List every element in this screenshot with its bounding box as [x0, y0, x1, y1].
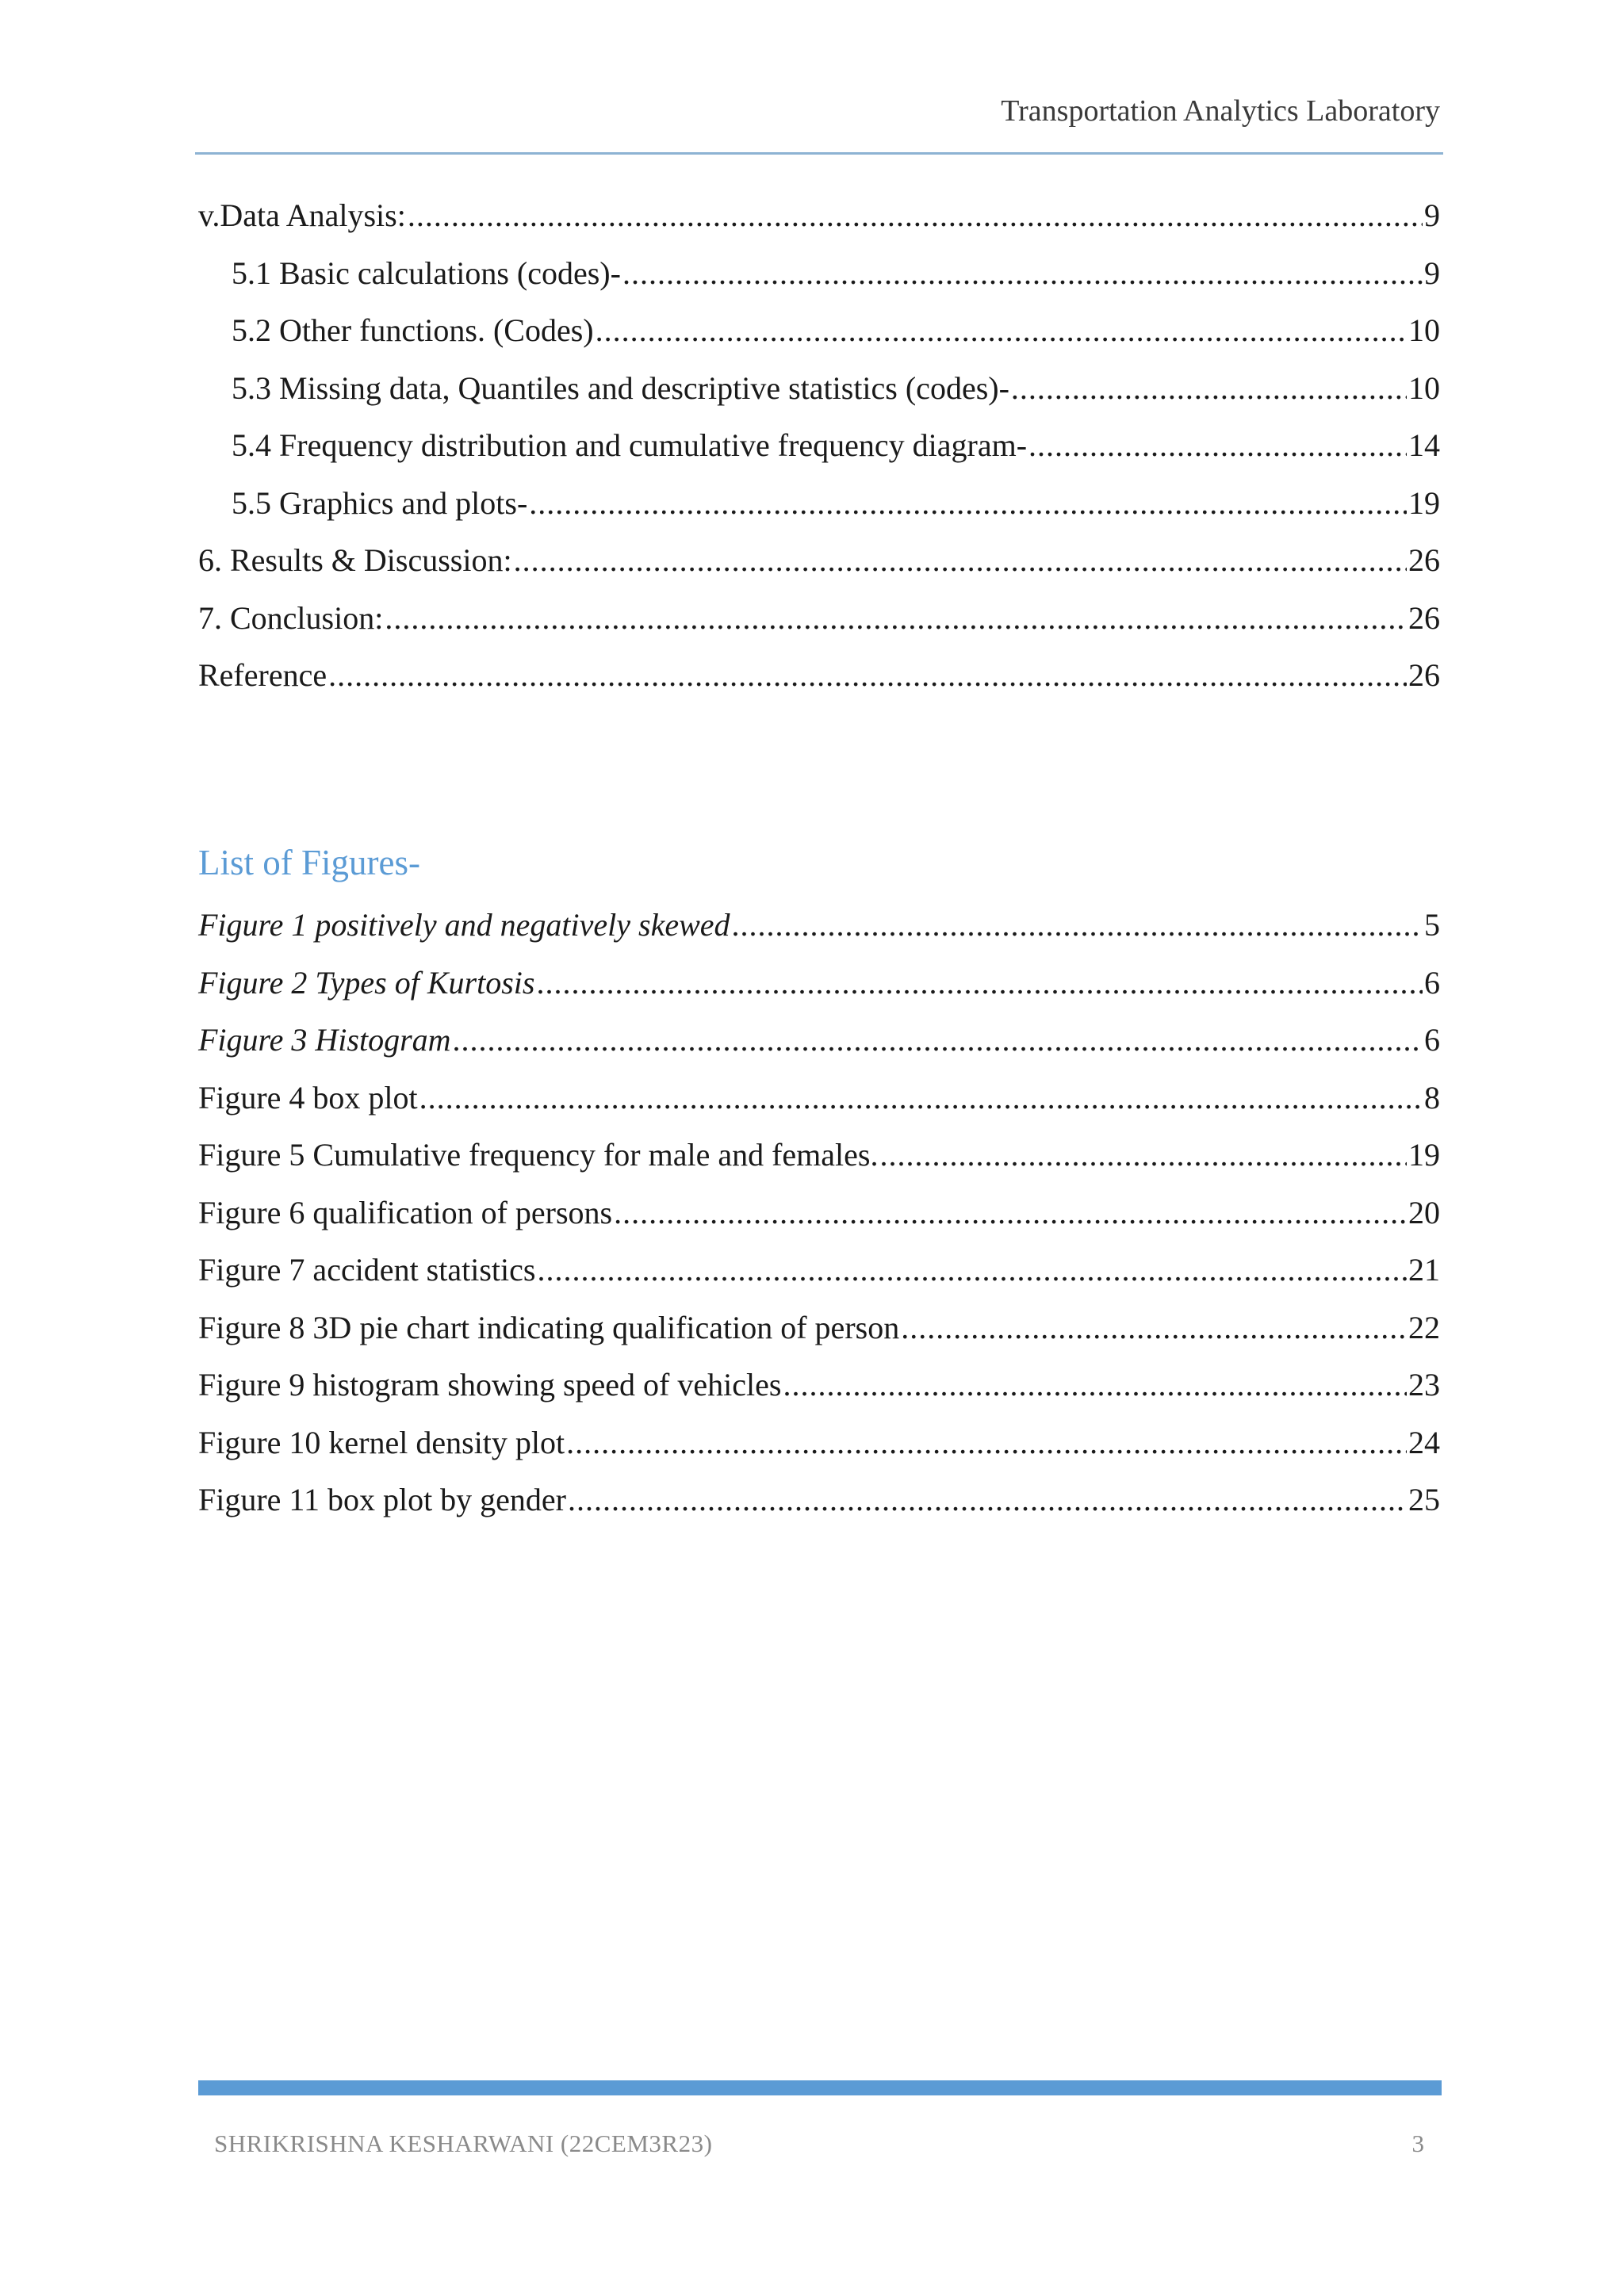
toc-entry-title: 6. Results & Discussion:	[198, 542, 512, 578]
dot-leader	[732, 906, 1423, 943]
dot-leader	[419, 1079, 1423, 1116]
figure-entry-page: 6	[1424, 964, 1440, 1001]
figure-entry-9[interactable]	[198, 1366, 1440, 1424]
dot-leader	[783, 1366, 1407, 1403]
dot-leader	[1028, 427, 1407, 464]
toc-entry-page: 26	[1408, 542, 1440, 578]
dot-leader	[328, 656, 1407, 694]
dot-leader	[536, 964, 1423, 1001]
toc-entry-other-functions[interactable]	[198, 312, 1440, 369]
figure-entry-5[interactable]	[198, 1136, 1440, 1194]
footer-page-number: 3	[1411, 2130, 1424, 2157]
dot-leader	[408, 197, 1423, 234]
dot-leader	[596, 312, 1407, 349]
toc-entry-title: Data Analysis:	[220, 197, 406, 233]
figure-entry-page: 21	[1408, 1252, 1440, 1288]
figure-entry-3[interactable]	[198, 1021, 1440, 1079]
toc-entry-page: 19	[1408, 484, 1440, 521]
dot-leader	[901, 1309, 1407, 1346]
toc-entry-page: 9	[1424, 254, 1440, 291]
toc-entry-number: v.	[198, 197, 220, 233]
figure-entry-6[interactable]	[198, 1194, 1440, 1252]
toc-entry-page: 14	[1408, 427, 1440, 463]
figure-entry-7[interactable]	[198, 1251, 1440, 1309]
dot-leader	[385, 599, 1407, 637]
dot-leader	[568, 1481, 1407, 1518]
figure-entry-title: Figure 3 Histogram	[198, 1022, 451, 1058]
header-divider	[195, 152, 1443, 155]
figure-entry-page: 20	[1408, 1194, 1440, 1230]
figure-entry-1[interactable]	[198, 906, 1440, 964]
figure-entry-page: 23	[1408, 1367, 1440, 1402]
figure-entry-page: 19	[1408, 1137, 1440, 1173]
figure-entry-8[interactable]	[198, 1309, 1440, 1367]
figure-entry-title: Figure 5 Cumulative frequency for male and females.	[198, 1137, 879, 1173]
dot-leader	[529, 484, 1407, 522]
figure-entry-page: 25	[1408, 1482, 1440, 1517]
dot-leader	[614, 1194, 1407, 1231]
toc-entry-title: 5.4 Frequency distribution and cumulative frequency diagram-	[232, 427, 1028, 463]
figure-entry-title: Figure 11 box plot by gender	[198, 1482, 567, 1517]
toc-entry-results-discussion[interactable]	[198, 541, 1440, 599]
figure-entry-title: Figure 2 Types of Kurtosis	[198, 964, 535, 1001]
figure-entry-page: 22	[1408, 1309, 1440, 1345]
toc-entry-graphics-and-plots[interactable]	[198, 484, 1440, 542]
toc-entry-page: 26	[1408, 599, 1440, 636]
toc-entry-title: Reference	[198, 657, 327, 693]
dot-leader	[1011, 369, 1407, 407]
figure-entry-page: 8	[1424, 1079, 1440, 1115]
figure-entry-2[interactable]	[198, 964, 1440, 1022]
toc-entry-page: 10	[1408, 312, 1440, 348]
dot-leader	[566, 1424, 1407, 1461]
toc-entry-basic-calculations[interactable]	[198, 254, 1440, 312]
figure-entry-title: Figure 7 accident statistics	[198, 1252, 536, 1288]
figure-entry-title: Figure 10 kernel density plot	[198, 1424, 565, 1460]
toc-entry-page: 9	[1424, 197, 1440, 233]
toc-entry-title: 5.1 Basic calculations (codes)-	[232, 254, 621, 291]
figure-entry-title: Figure 6 qualification of persons	[198, 1194, 613, 1230]
dot-leader	[537, 1251, 1407, 1288]
toc-entry-missing-data[interactable]	[198, 369, 1440, 427]
figure-entry-page: 24	[1408, 1424, 1440, 1460]
list-of-figures	[198, 906, 1440, 1539]
figure-entry-page: 5	[1424, 907, 1440, 943]
toc-entry-title: 5.2 Other functions. (Codes)	[232, 312, 594, 348]
figure-entry-title: Figure 9 histogram showing speed of vehicles	[198, 1367, 782, 1402]
toc-entry-reference[interactable]	[198, 656, 1440, 714]
dot-leader	[879, 1136, 1407, 1173]
running-header-title: Transportation Analytics Laboratory	[1001, 94, 1440, 128]
toc-entry-title: 5.5 Graphics and plots-	[232, 484, 528, 521]
toc-entry-data-analysis[interactable]	[198, 197, 1440, 254]
list-of-figures-heading: List of Figures-	[198, 843, 420, 882]
footer-author: SHRIKRISHNA KESHARWANI (22CEM3R23)	[214, 2130, 713, 2157]
figure-entry-page: 6	[1424, 1022, 1440, 1058]
toc-entry-conclusion[interactable]	[198, 599, 1440, 657]
figure-entry-11[interactable]	[198, 1481, 1440, 1539]
toc-entry-title: 7. Conclusion:	[198, 599, 384, 636]
toc-entry-page: 10	[1408, 369, 1440, 406]
toc-entry-frequency-distribution[interactable]	[198, 427, 1440, 484]
figure-entry-10[interactable]	[198, 1424, 1440, 1482]
footer-divider-bar	[198, 2080, 1442, 2095]
figure-entry-title: Figure 1 positively and negatively skewed	[198, 907, 730, 943]
dot-leader	[514, 541, 1407, 579]
dot-leader	[453, 1021, 1423, 1058]
table-of-contents	[198, 197, 1440, 714]
toc-entry-page: 26	[1408, 657, 1440, 693]
dot-leader	[622, 254, 1423, 292]
figure-entry-title: Figure 4 box plot	[198, 1079, 418, 1115]
toc-entry-title: 5.3 Missing data, Quantiles and descriptive statistics (codes)-	[232, 369, 1009, 406]
figure-entry-title: Figure 8 3D pie chart indicating qualification of person	[198, 1309, 900, 1345]
figure-entry-4[interactable]	[198, 1079, 1440, 1137]
